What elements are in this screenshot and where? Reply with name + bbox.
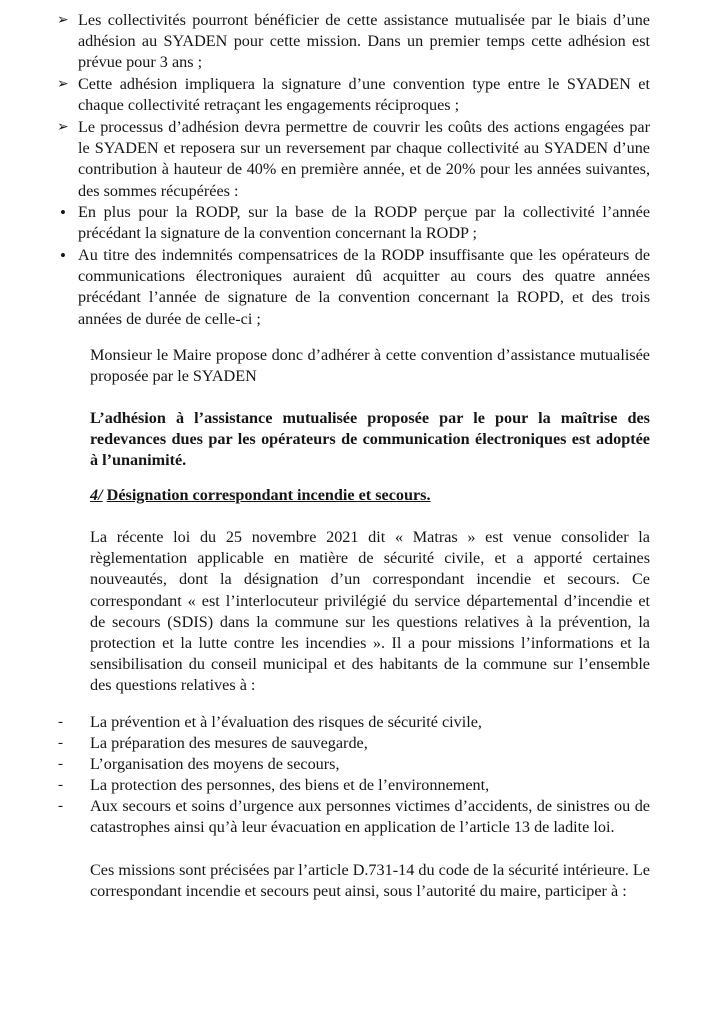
arrow-bullet-icon: ➢ bbox=[57, 13, 69, 28]
intro-paragraph bbox=[90, 527, 650, 697]
list-item-adhesion-benefit bbox=[57, 10, 650, 74]
list-item-organisation bbox=[58, 754, 650, 775]
dash-bullet: - bbox=[58, 798, 63, 814]
list-item-indemnites bbox=[60, 245, 650, 330]
list-item-text: Aux secours et soins d’urgence aux personnes victimes d’accidents, de sinistres ou de catastrophes ainsi qu’à leur évacuation en application de l’article 13 de ladite loi. bbox=[90, 797, 650, 837]
list-item-convention bbox=[57, 74, 650, 116]
list-item-secours bbox=[58, 796, 650, 838]
arrow-bullet-icon: ➢ bbox=[57, 77, 69, 92]
list-item-text: En plus pour la RODP, sur la base de la RODP perçue par la collectivité l’année précédant la signature de la convention concernant la RODP ; bbox=[78, 203, 650, 243]
proposal-paragraph bbox=[90, 345, 650, 387]
list-item-processus bbox=[57, 117, 650, 202]
section-number: 4/ bbox=[90, 486, 103, 504]
closing-text: Ces missions sont précisées par l’article D.731-14 du code de la sécurité intérieure. Le correspondant incendie et secours peut ainsi, sous l’autorité du maire, participer à : bbox=[90, 861, 650, 901]
section-title: Désignation correspondant incendie et secours. bbox=[106, 486, 431, 504]
dash-bullet: - bbox=[58, 714, 63, 730]
dash-bullet: - bbox=[58, 735, 63, 751]
list-item-text: Cette adhésion impliquera la signature d’une convention type entre le SYADEN et chaque collectivité retraçant les engagements réciproques ; bbox=[78, 75, 650, 115]
proposal-text: Monsieur le Maire propose donc d’adhérer à cette convention d’assistance mutualisée proposée par le SYADEN bbox=[90, 346, 650, 386]
list-item-text: La prévention et à l’évaluation des risques de sécurité civile, bbox=[90, 713, 482, 731]
round-bullet-icon: • bbox=[60, 203, 66, 222]
round-bullet-icon: • bbox=[60, 246, 66, 265]
list-item-protection bbox=[58, 775, 650, 796]
decision-text: L’adhésion à l’assistance mutualisée proposée par le pour la maîtrise des redevances dues par les opérateurs de communication électroniques est adoptée à l’unanimité. bbox=[90, 409, 650, 470]
intro-text: La récente loi du 25 novembre 2021 dit « Matras » est venue consolider la règlementation applicable en matière de sécurité civile, et a apporté certaines nouveautés, dont la désignation d’un correspondant incendie et secours. Ce correspondant « est l’interlocuteur privilégié du service départemental d’incendie et de secours (SDIS) dans la commune sur les questions relatives à la prévention, la protection et la lutte contre les incendies ». Il a pour missions l’informations et la sensibilisation du conseil municipal et des habitants de la commune sur l’ensemble des questions relatives à : bbox=[90, 528, 650, 695]
decision-paragraph bbox=[90, 408, 650, 472]
list-item-text: La protection des personnes, des biens et de l’environnement, bbox=[90, 776, 490, 794]
list-item-text: Au titre des indemnités compensatrices de la RODP insuffisante que les opérateurs de communications électroniques auraient dû acquitter au cours des quatre années précédant l’année de signature de la convention concernant la ROPD, et des trois années de durée de celle-ci ; bbox=[78, 246, 650, 328]
list-item-prevention bbox=[58, 712, 650, 733]
list-item-rodp bbox=[60, 202, 650, 244]
list-item-sauvegarde bbox=[58, 733, 650, 754]
arrow-bullet-icon: ➢ bbox=[57, 120, 69, 135]
list-item-text: Le processus d’adhésion devra permettre de couvrir les coûts des actions engagées par le SYADEN et reposera sur un reversement par chaque collectivité au SYADEN d’une contribution à hauteur de 40% en première année, et de 20% pour les années suivantes, des sommes récupérées : bbox=[78, 118, 650, 200]
section-heading bbox=[90, 485, 650, 506]
dash-bullet: - bbox=[58, 777, 63, 793]
list-item-text: Les collectivités pourront bénéficier de cette assistance mutualisée par le biais d’une adhésion au SYADEN pour cette mission. Dans un premier temps cette adhésion est prévue pour 3 ans ; bbox=[78, 11, 650, 72]
dash-bullet: - bbox=[58, 756, 63, 772]
list-item-text: L’organisation des moyens de secours, bbox=[90, 755, 340, 773]
list-item-text: La préparation des mesures de sauvegarde, bbox=[90, 734, 368, 752]
closing-paragraph bbox=[90, 860, 650, 902]
